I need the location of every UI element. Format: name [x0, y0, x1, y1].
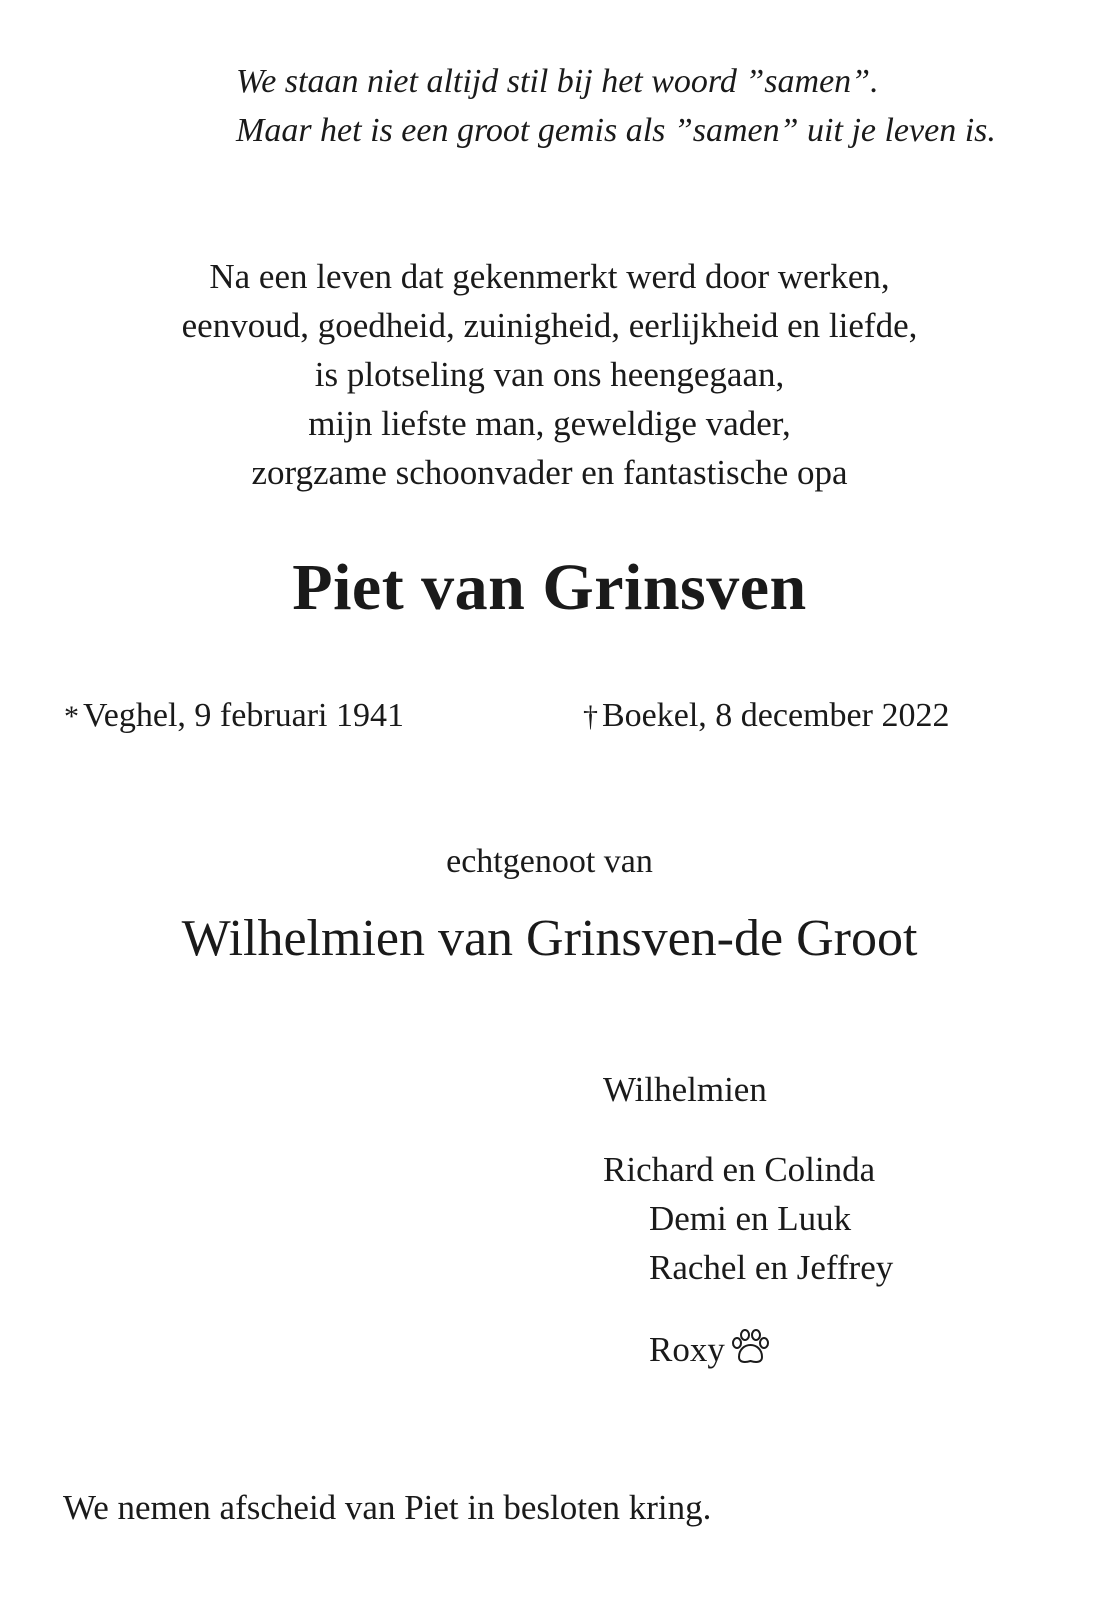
intro-line: mijn liefste man, geweldige vader,	[308, 404, 791, 443]
family-wife: Wilhelmien	[603, 1070, 767, 1109]
quote-line-1: We staan niet altijd stil bij het woord ”samen”.	[236, 63, 879, 100]
intro-text	[0, 252, 1099, 497]
family-pet	[649, 1326, 771, 1378]
birth-info	[64, 694, 404, 739]
pet-name: Roxy	[649, 1330, 725, 1369]
death-place-date: Boekel, 8 december 2022	[602, 697, 950, 734]
cross-symbol: †	[583, 700, 598, 733]
closing-text: We nemen afscheid van Piet in besloten kring.	[63, 1488, 712, 1527]
quote-line-2: Maar het is een groot gemis als ”samen” uit je leven is.	[236, 112, 996, 149]
family-grandchild: Rachel en Jeffrey	[649, 1248, 894, 1287]
deceased-name: Piet van Grinsven	[292, 551, 807, 624]
family-grandchild: Demi en Luuk	[649, 1199, 852, 1238]
birth-place-date: Veghel, 9 februari 1941	[83, 697, 405, 734]
spouse-name: Wilhelmien van Grinsven-de Groot	[181, 910, 918, 967]
spouse-label: echtgenoot van	[446, 843, 653, 880]
intro-line: is plotseling van ons heengegaan,	[314, 355, 785, 394]
intro-line: Na een leven dat gekenmerkt werd door werken,	[209, 257, 890, 296]
death-info	[583, 694, 949, 739]
birth-symbol: *	[64, 700, 79, 733]
intro-line: zorgzame schoonvader en fantastische opa	[251, 453, 848, 492]
family-child: Richard en Colinda	[603, 1150, 876, 1189]
intro-line: eenvoud, goedheid, zuinigheid, eerlijkheid en liefde,	[181, 306, 918, 345]
paw-print-icon	[731, 1329, 771, 1378]
